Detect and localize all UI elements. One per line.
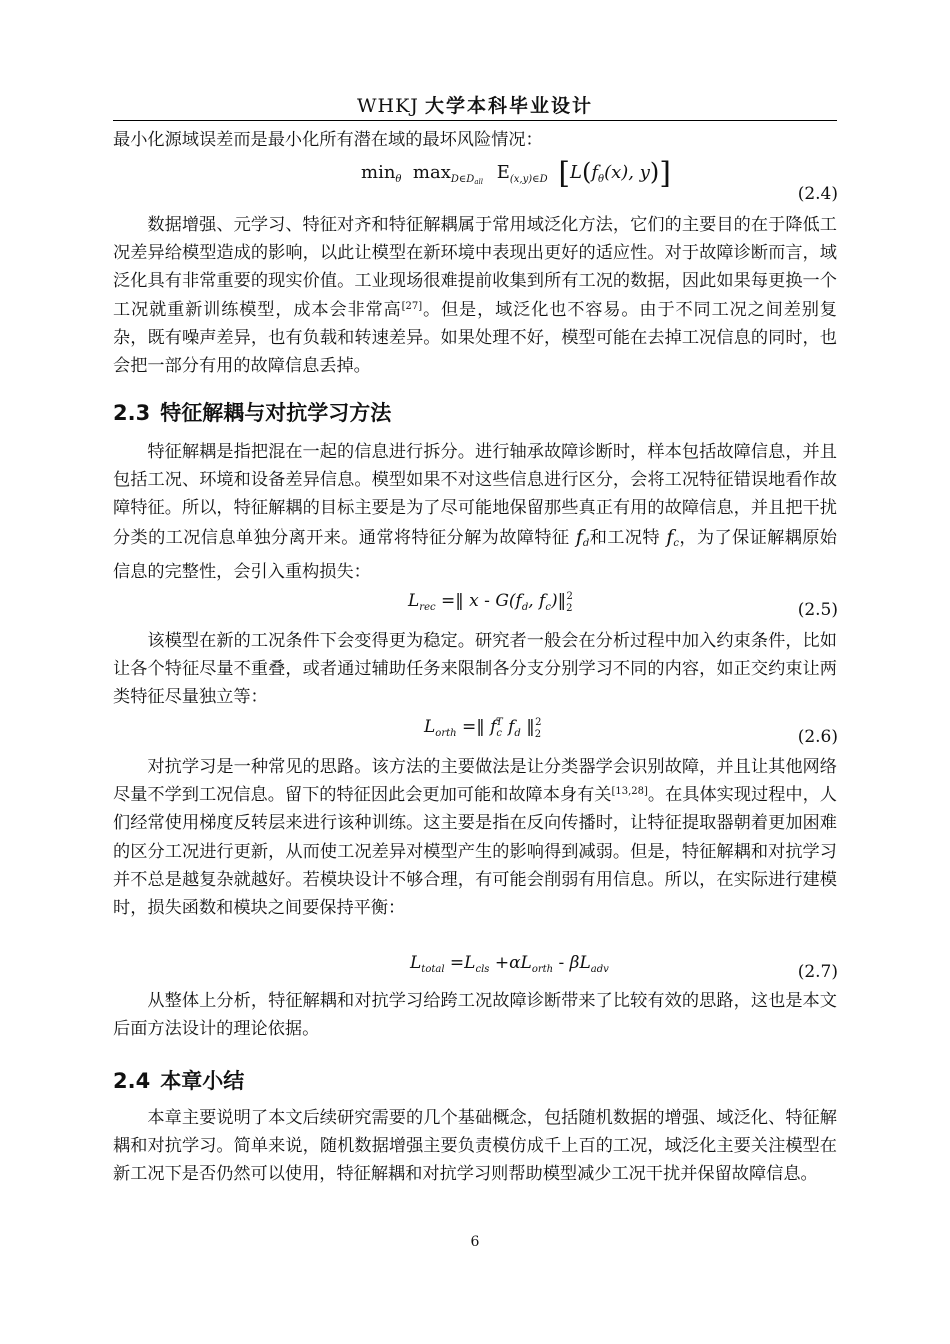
page-number: 6: [470, 1234, 480, 1250]
section-heading-2-4: [113, 1066, 837, 1096]
section-number: 2.3: [113, 401, 151, 425]
section-title: 本章小结: [160, 1069, 245, 1093]
page-header: [113, 92, 837, 121]
symbol-f-c: $f_c$: [659, 525, 679, 549]
paragraph-adversarial-learning: [113, 753, 837, 922]
paragraph-orthogonal-constraint: 该模型在新的工况条件下会变得更为稳定。研究者一般会在分析过程中加入约束条件，比如让各个特征尽量不重叠，或者通过辅助任务来限制各分支分别学习不同的内容，如正交约束让两类特征尽量独立等：: [113, 631, 837, 708]
equation-2-7: $L_{total} =L_{cls} +\alpha L_{orth} - \beta L_{adv}$: [410, 953, 609, 975]
section-title: 特征解耦与对抗学习方法: [160, 401, 392, 425]
equation-2-4: $\min_\theta \max_{D\in D_{all}} E_{(x,y)\in D}$ [$L(f_\theta(x)$, y)]: [361, 156, 671, 191]
section-heading-2-3: [113, 398, 837, 428]
equation-2-6: $L_{orth}$ =‖ $f_c^T$ $f_d$ $‖_2^2$: [424, 717, 542, 740]
paragraph-text: 和工况特: [589, 527, 660, 548]
paragraph-intro-line: 最小化源域误差而是最小化所有潜在域的最坏风险情况：: [113, 130, 543, 150]
section-number: 2.4: [113, 1069, 151, 1093]
equation-2-5: $L_{rec}$ =‖ x - $G(f_d$, $f_c)‖_2^2$: [408, 591, 573, 614]
citation: [13,28]: [611, 786, 648, 798]
header-school: WHKJ: [357, 95, 419, 117]
paragraph-text: 对抗学习是一种常见的思路。该方法的主要做法是让分类器学会识别故障，并且让其他网络尽量不学到工况信息。留下的特征因此会更加可能和故障本身有关: [113, 757, 837, 806]
paragraph-overall-analysis: 从整体上分析，特征解耦和对抗学习给跨工况故障诊断带来了比较有效的思路，这也是本文后面方法设计的理论依据。: [113, 991, 837, 1040]
equation-number-2-7: (2.7): [797, 962, 838, 982]
paragraph-domain-generalization: [113, 211, 837, 380]
paragraph-text: 。在具体实现过程中，人们经常使用梯度反转层来进行该种训练。这主要是指在反向传播时，让特征提取器朝着更加困难的区分工况进行更新，从而使工况差异对模型产生的影响得到减弱。但是，特征解耦和对抗学习并不总是越复杂就越好。若模块设计不够合理，有可能会削弱有用信息。所以，在实际进行建模时，损失函数和模块之间要保持平衡：: [113, 785, 837, 919]
header-title: 大学本科毕业设计: [424, 95, 593, 117]
paragraph-text: 。但是，域泛化也不容易。由于不同工况之间差别复杂，既有噪声差异，也有负载和转速差异。如果处理不好，模型可能在去掉工况信息的同时，也会把一部分有用的故障信息丢掉。: [113, 299, 837, 377]
paragraph-chapter-summary: 本章主要说明了本文后续研究需要的几个基础概念，包括随机数据的增强、域泛化、特征解耦和对抗学习。简单来说，随机数据增强主要负责模仿成千上百的工况，域泛化主要关注模型在新工况下是否仍然可以使用，特征解耦和对抗学习则帮助模型减少工况干扰并保留故障信息。: [113, 1108, 837, 1185]
citation: [27]: [401, 300, 423, 312]
paragraph-text: 特征解耦是指把混在一起的信息进行拆分。进行轴承故障诊断时，样本包括故障信息，并且包括工况、环境和设备差异信息。模型如果不对这些信息进行区分，会将工况特征错误地看作故障特征。所以，特征解耦的目标主要是为了尽可能地保留那些真正有用的故障信息，并且把干扰分类的工况信息单独分离开来。通常将特征分解为故障特征: [113, 442, 837, 548]
symbol-f-d: $f_d$: [569, 525, 590, 549]
equation-number-2-5: (2.5): [797, 600, 838, 620]
paragraph-text: ，为了保证解耦原始信息的完整性，会引入重构损失：: [113, 527, 837, 582]
paragraph-feature-decoupling: [113, 438, 837, 586]
equation-number-2-4: (2.4): [797, 184, 838, 204]
paragraph-text: 数据增强、元学习、特征对齐和特征解耦属于常用域泛化方法，它们的主要目的在于降低工况差异给模型造成的影响，以此让模型在新环境中表现出更好的适应性。对于故障诊断而言，域泛化具有非常重要的现实价值。工业现场很难提前收集到所有工况的数据，因此如果每更换一个工况就重新训练模型，成本会非常高: [113, 215, 837, 320]
equation-number-2-6: (2.6): [797, 727, 838, 747]
